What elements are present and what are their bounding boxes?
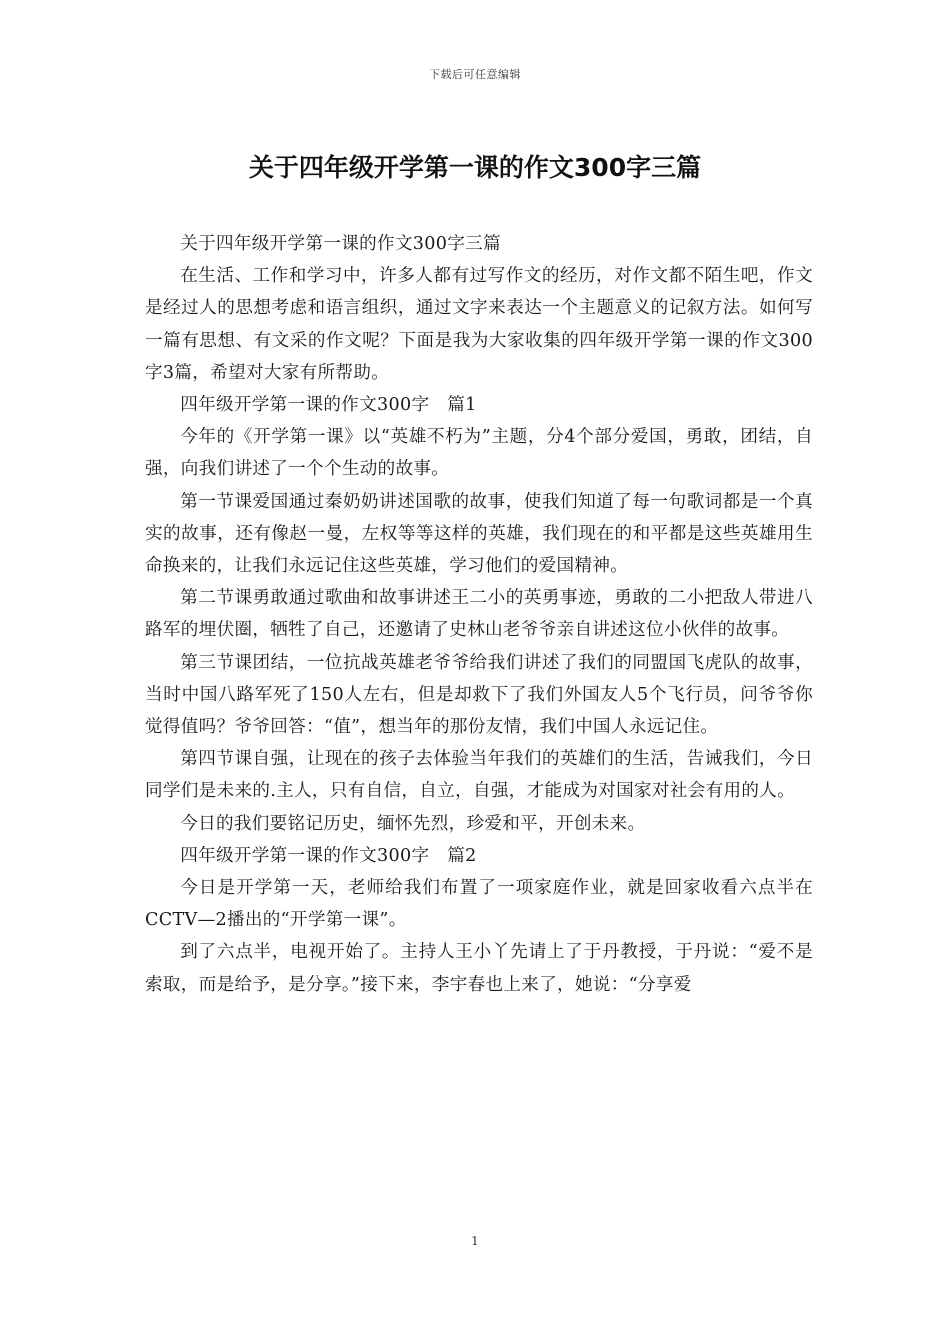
body-paragraph: 到了六点半，电视开始了。主持人王小丫先请上了于丹教授，于丹说：“爱不是索取，而是给予，是分享。”接下来，李宇春也上来了，她说：“分享爱 bbox=[145, 942, 813, 995]
document-body bbox=[145, 228, 813, 1001]
body-paragraph: 第三节课团结，一位抗战英雄老爷爷给我们讲述了我们的同盟国飞虎队的故事，当时中国八路军死了150人左右，但是却救下了我们外国友人5个飞行员，问爷爷你觉得值吗？爷爷回答：“值”，想当年的那份友情，我们中国人永远记住。 bbox=[145, 652, 813, 738]
body-paragraph: 今日的我们要铭记历史，缅怀先烈，珍爱和平，开创未来。 bbox=[180, 813, 646, 834]
body-paragraph: 第一节课爱国通过秦奶奶讲述国歌的故事，使我们知道了每一句歌词都是一个真实的故事，还有像赵一曼，左权等等这样的英雄，我们现在的和平都是这些英雄用生命换来的，让我们永远记住这些英雄，学习他们的爱国精神。 bbox=[145, 491, 813, 577]
body-paragraph: 今年的《开学第一课》以“英雄不朽为”主题，分4个部分爱国，勇敢，团结，自强，向我们讲述了一个个生动的故事。 bbox=[145, 427, 813, 480]
body-paragraph: 四年级开学第一课的作文300字 篇1 bbox=[180, 395, 477, 416]
body-paragraph: 第二节课勇敢通过歌曲和故事讲述王二小的英勇事迹，勇敢的二小把敌人带进八路军的埋伏圈，牺牲了自己，还邀请了史林山老爷爷亲自讲述这位小伙伴的故事。 bbox=[145, 588, 813, 641]
header-note: 下载后可任意编辑 bbox=[429, 68, 521, 81]
body-paragraph: 今日是开学第一天，老师给我们布置了一项家庭作业，就是回家收看六点半在CCTV—2播出的“开学第一课”。 bbox=[145, 878, 813, 931]
page-number: 1 bbox=[471, 1234, 479, 1248]
body-paragraph: 第四节课自强，让现在的孩子去体验当年我们的英雄们的生活，告诫我们，今日同学们是未来的.主人，只有自信，自立，自强，才能成为对国家对社会有用的人。 bbox=[145, 749, 813, 802]
body-paragraph: 四年级开学第一课的作文300字 篇2 bbox=[180, 845, 477, 866]
body-paragraph: 在生活、工作和学习中，许多人都有过写作文的经历，对作文都不陌生吧，作文是经过人的思想考虑和语言组织，通过文字来表达一个主题意义的记叙方法。如何写一篇有思想、有文采的作文呢？下面是我为大家收集的四年级开学第一课的作文300字3篇，希望对大家有所帮助。 bbox=[145, 266, 813, 383]
document-title: 关于四年级开学第一课的作文300字三篇 bbox=[248, 153, 702, 182]
body-paragraph: 关于四年级开学第一课的作文300字三篇 bbox=[180, 234, 501, 254]
